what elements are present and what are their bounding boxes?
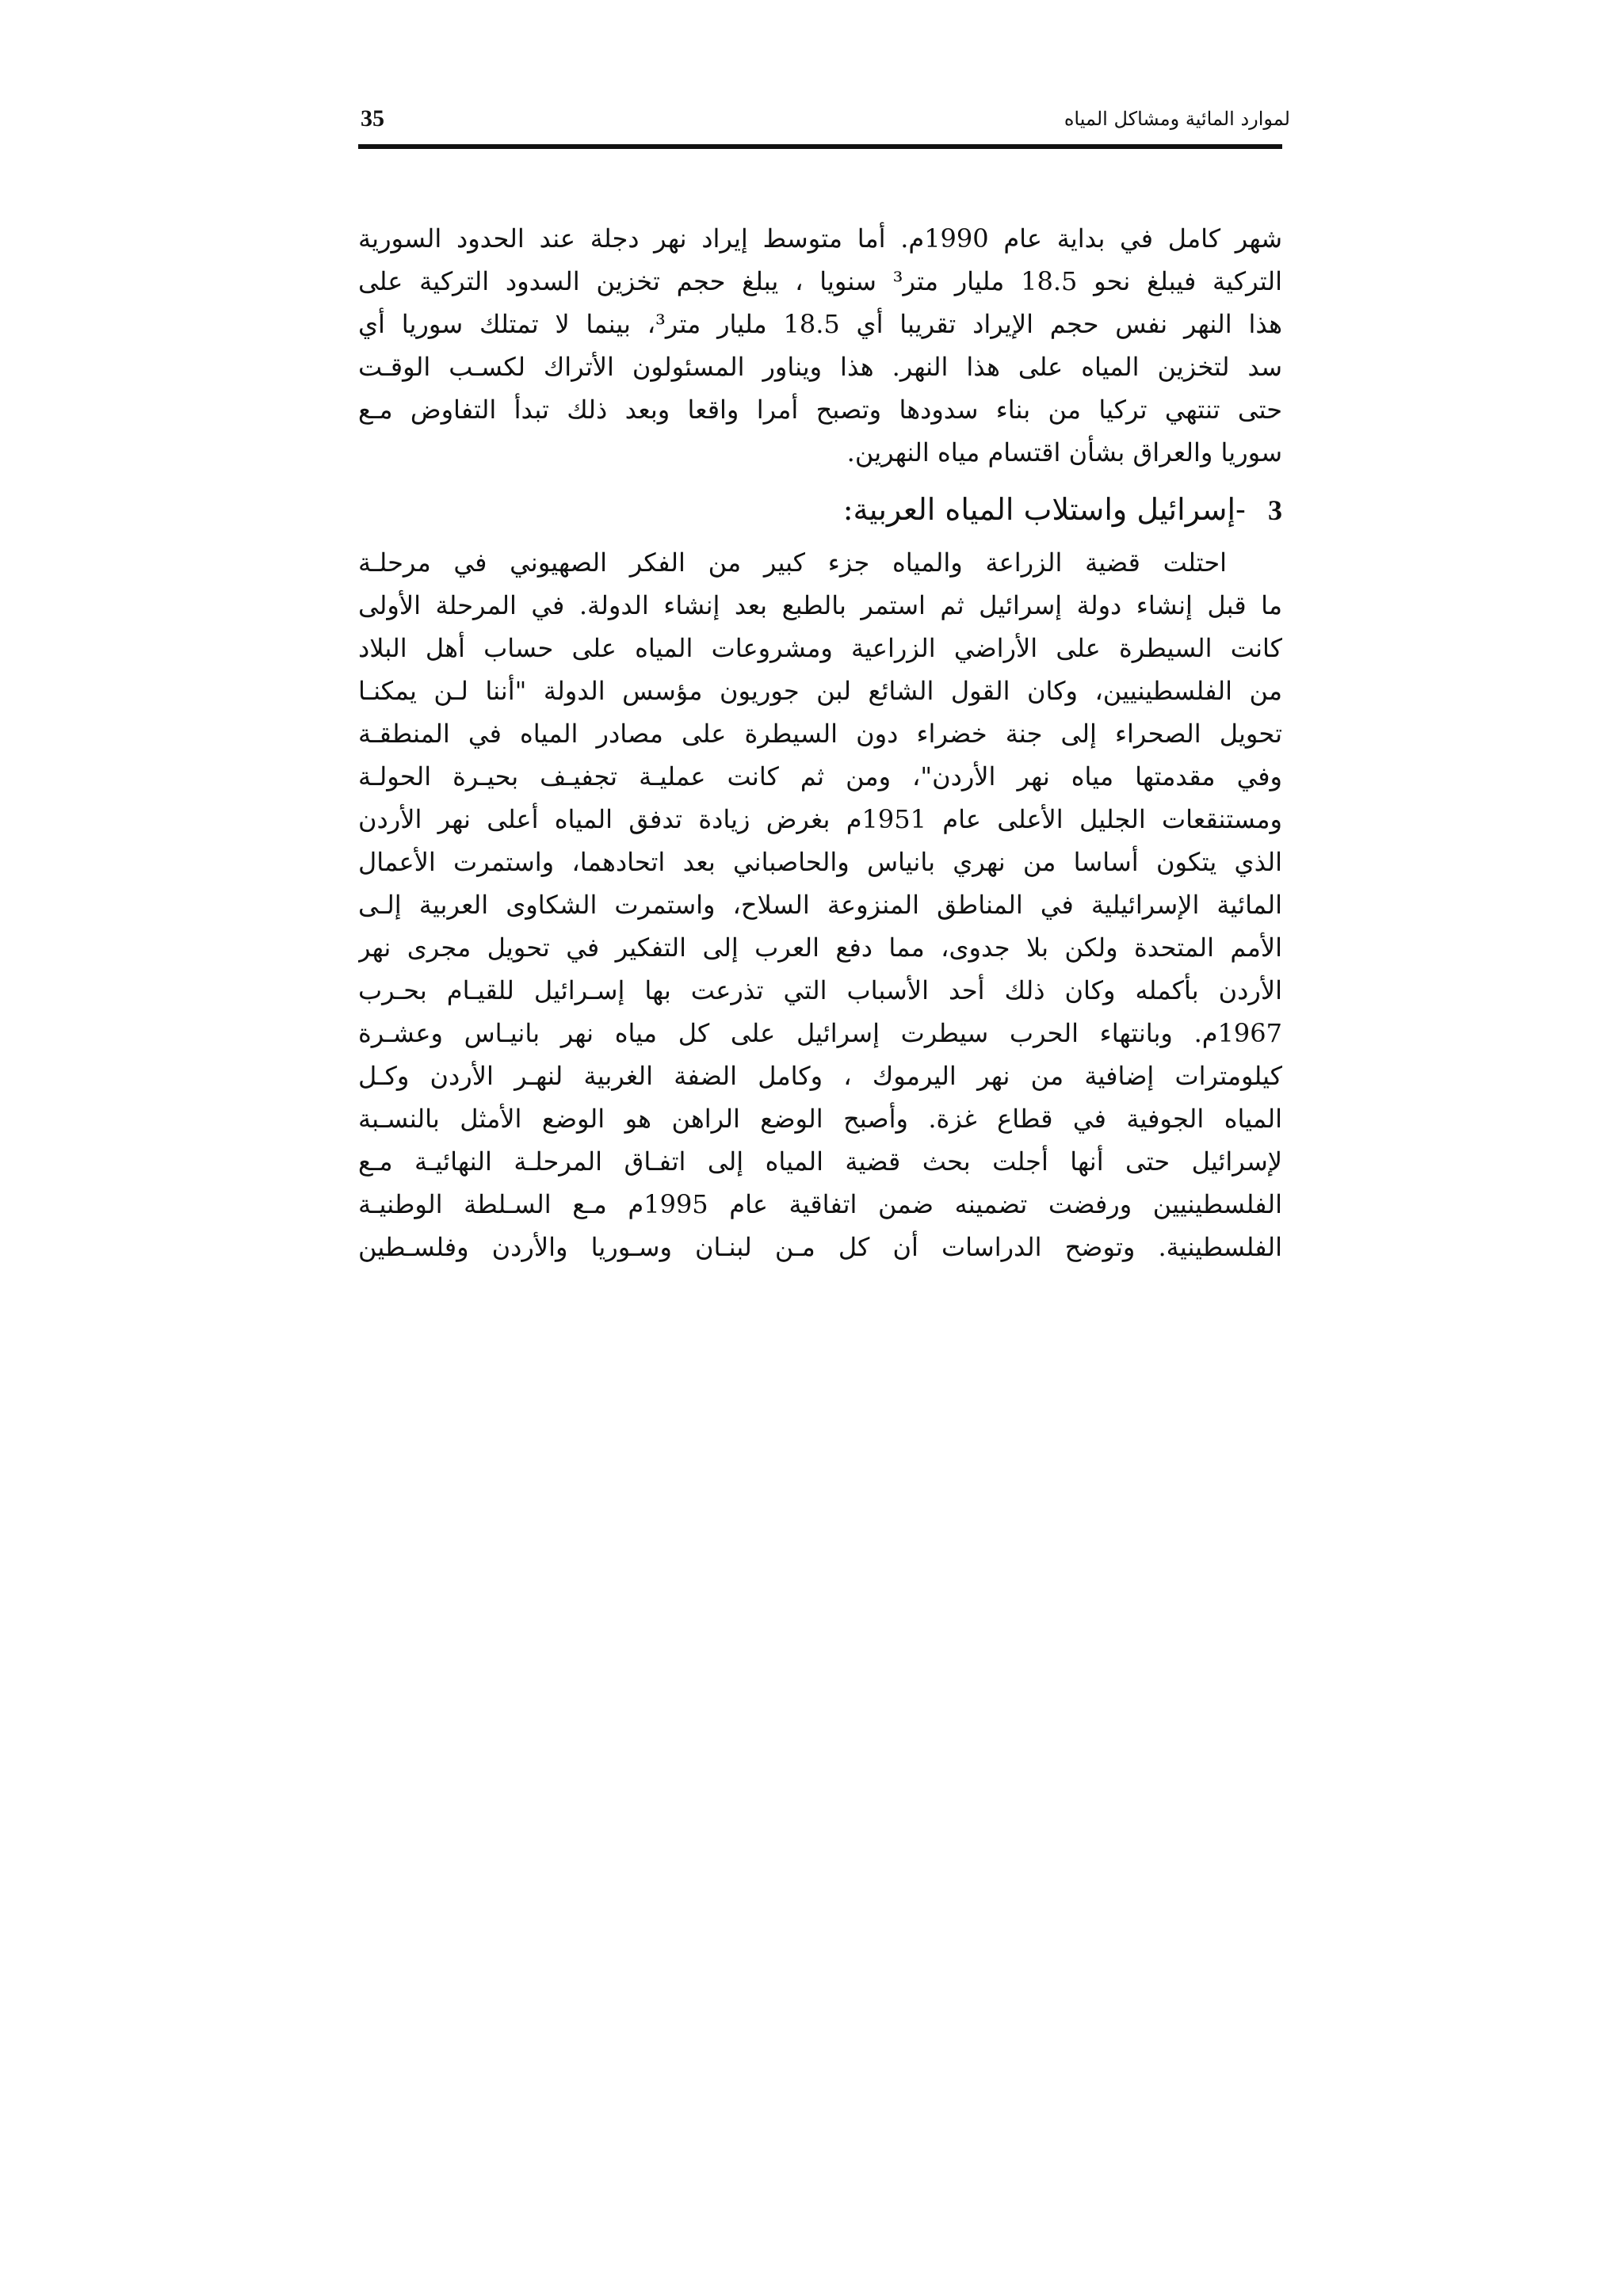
text-line: احتلت قضية الزراعة والمياه جزء كبير من الفكر الصهيوني في مرحلـة: [358, 547, 1227, 578]
text-line: التركية فيبلغ نحو 18.5 مليار متر³ سنويا ، يبلغ حجم تخزين السدود التركية على: [358, 266, 1282, 296]
paragraph-2: [358, 541, 1282, 1268]
text-line: الأردن بأكمله وكان ذلك أحد الأسباب التي تذرعت بها إسـرائيل للقيـام بحـرب: [358, 975, 1282, 1005]
text-line: شهر كامل في بداية عام 1990م. أما متوسط إيراد نهر دجلة عند الحدود السورية: [358, 223, 1282, 254]
text-line: لإسرائيل حتى أنها أجلت بحث قضية المياه إلى اتفـاق المرحلـة النهائيـة مـع: [358, 1146, 1282, 1177]
text-line: من الفلسطينيين، وكان القول الشائع لبن جوريون مؤسس الدولة "أننا لـن يمكنـا: [358, 676, 1282, 706]
text-line: حتى تنتهي تركيا من بناء سدودها وتصبح أمرا واقعا وبعد ذلك تبدأ التفاوض مـع: [358, 395, 1282, 425]
text-line: كانت السيطرة على الأراضي الزراعية ومشروعات المياه على حساب أهل البلاد: [358, 633, 1282, 663]
text-line: الفلسطينيين ورفضت تضمينه ضمن اتفاقية عام 1995م مـع السـلطة الوطنيـة: [358, 1189, 1282, 1219]
text-line: المائية الإسرائيلية في المناطق المنزوعة السلاح، واستمرت الشكاوى العربية إلـى: [358, 890, 1282, 920]
text-line: تحويل الصحراء إلى جنة خضراء دون السيطرة على مصادر المياه في المنطقـة: [358, 719, 1282, 749]
running-head: لموارد المائية ومشاكل المياه: [1064, 108, 1290, 130]
section-number: 3: [1268, 494, 1282, 526]
section-title: -إسرائيل واستلاب المياه العربية:: [842, 492, 1246, 527]
text-line: الأمم المتحدة ولكن بلا جدوى، مما دفع العرب إلى التفكير في تحويل مجرى نهر: [358, 933, 1282, 963]
text-line: سد لتخزين المياه على هذا النهر. هذا ويناور المسئولون الأتراك لكسـب الوقـت: [358, 352, 1282, 382]
text-line: هذا النهر نفس حجم الإيراد تقريبا أي 18.5 مليار متر³، بينما لا تمتلك سوريا أي: [358, 309, 1282, 339]
page-number: 35: [361, 105, 384, 132]
text-line: سوريا والعراق بشأن اقتسام مياه النهرين.: [846, 437, 1282, 467]
paragraph-1: [358, 217, 1282, 474]
text-line: الفلسطينية. وتوضح الدراسات أن كل مـن لبنـان وسـوريا والأردن وفلسـطين: [358, 1232, 1282, 1262]
text-line: 1967م. وبانتهاء الحرب سيطرت إسرائيل على كل مياه نهر بانيـاس وعشـرة: [358, 1018, 1282, 1048]
section-heading: [843, 489, 1282, 531]
text-line: الذي يتكون أساسا من نهري بانياس والحاصباني بعد اتحادهما، واستمرت الأعمال: [358, 847, 1282, 877]
text-line: ومستنقعات الجليل الأعلى عام 1951م بغرض زيادة تدفق المياه أعلى نهر الأردن: [358, 804, 1282, 834]
header-rule: [358, 144, 1282, 149]
text-line: ما قبل إنشاء دولة إسرائيل ثم استمر بالطبع بعد إنشاء الدولة. في المرحلة الأولى: [358, 590, 1282, 620]
text-line: وفي مقدمتها مياه نهر الأردن"، ومن ثم كانت عمليـة تجفيـف بحيـرة الحولـة: [358, 761, 1282, 791]
text-line: المياه الجوفية في قطاع غزة. وأصبح الوضع الراهن هو الوضع الأمثل بالنسـبة: [358, 1104, 1282, 1134]
text-line: كيلومترات إضافية من نهر اليرموك ، وكامل الضفة الغربية لنهـر الأردن وكـل: [358, 1061, 1282, 1091]
